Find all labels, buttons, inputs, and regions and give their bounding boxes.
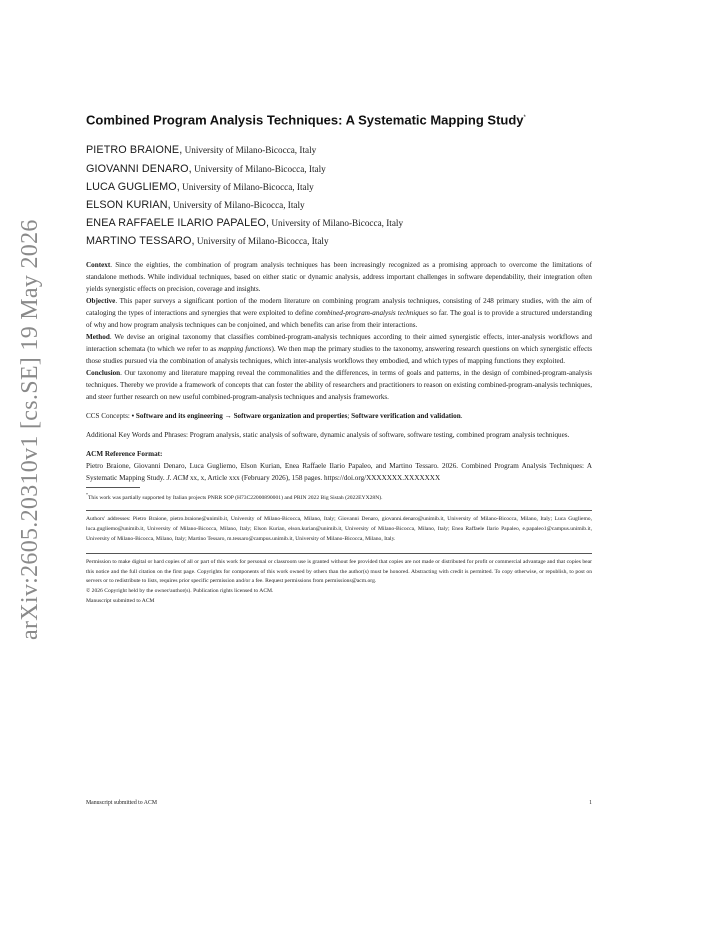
acm-reference-citation-cont: xx, x, Article xxx (February 2026), 158 pages. https://doi.org/XXXXXXX.XXXXXXX bbox=[188, 473, 441, 482]
objective-text: . This paper surveys a significant portion of the modern literature on combining program analysis techniques, consisting of 248 primary studies, with the aim of cataloging the types of interactions and synergies that were exploited to define bbox=[86, 296, 592, 317]
acm-reference-text bbox=[86, 460, 592, 484]
ccs-separator: ; bbox=[347, 411, 352, 420]
page-number: 1 bbox=[589, 800, 592, 806]
abstract-context bbox=[86, 259, 592, 295]
paper-content bbox=[86, 110, 592, 606]
author-name: LUCA GUGLIEMO, bbox=[86, 180, 180, 193]
title-footnote-mark: * bbox=[523, 115, 526, 121]
abstract-objective bbox=[86, 295, 592, 331]
author-affiliation: University of Milano-Bicocca, Italy bbox=[184, 145, 317, 156]
method-text: . We devise an original taxonomy that classifies combined-program-analysis techniques according to their aimed synergistic effects, inter-analysis workflows and interaction schemata (to which we refer to as bbox=[86, 332, 592, 353]
footnote-rule bbox=[86, 487, 140, 488]
method-text-cont: ). We then map the primary studies to the taxonomy, answering research questions on which synergistic effects those studies pursued via the combination of analysis techniques, which inter-analysis workflows they embodied, and which types of mapping functions they exploited. bbox=[86, 344, 592, 365]
conclusion-text: . Our taxonomy and literature mapping reveal the commonalities and the differences, in terms of goals and patterns, in the design of combined-program-analysis techniques. Thereby we provide a framework of concepts that can foster the ability of researchers and practitioners to reason on existing combined-program-analysis techniques, and steer further research on new useful combined-program-analysis techniques and analysis frameworks. bbox=[86, 368, 592, 401]
acm-reference-journal: J. ACM bbox=[166, 473, 189, 482]
permission-text: Permission to make digital or hard copies of all or part of this work for personal or classroom use is granted without fee provided that copies are not made or distributed for profit or commercial advantage and that copies bear this notice and the full citation on the first page. Copyrights for components of this work owned by others than the author(s) must be honored. Abstracting with credit is permitted. To copy otherwise, or republish, to post on servers or to redistribute to lists, requires prior specific permission and/or a fee. Request permissions from permissions@acm.org. bbox=[86, 559, 592, 585]
objective-text-cont: so far. The goal is to provide a structured understanding of why and how program analysis techniques can be conjoined, and which benefits can arise from their interactions. bbox=[86, 308, 593, 329]
acm-reference-heading: ACM Reference Format: bbox=[86, 449, 163, 458]
keywords: Additional Key Words and Phrases: Program analysis, static analysis of software, dynamic analysis of software, software testing, combined program analysis techniques. bbox=[86, 430, 570, 439]
funding-footnote bbox=[86, 490, 592, 503]
conclusion-label: Conclusion bbox=[86, 368, 121, 377]
objective-label: Objective bbox=[86, 296, 116, 305]
copyright-line: © 2026 Copyright held by the owner/author(s). Publication rights licensed to ACM. bbox=[86, 587, 274, 594]
context-label: Context bbox=[86, 260, 111, 269]
arxiv-identifier-stamp: arXiv:2605.20310v1 [cs.SE] 19 May 2026 bbox=[17, 219, 43, 640]
paper-title bbox=[86, 110, 592, 128]
acm-reference-format bbox=[86, 448, 592, 484]
author-entry bbox=[86, 160, 592, 178]
paper-title-text: Combined Program Analysis Techniques: A Systematic Mapping Study bbox=[86, 112, 524, 128]
author-affiliation: University of Milano-Bicocca, Italy bbox=[194, 163, 326, 174]
author-entry bbox=[86, 178, 592, 196]
author-name: PIETRO BRAIONE, bbox=[86, 144, 183, 157]
author-list bbox=[86, 141, 592, 250]
footnote-mark: * bbox=[86, 491, 88, 497]
author-affiliation: University of Milano-Bicocca, Italy bbox=[182, 181, 314, 192]
ccs-end: . bbox=[460, 411, 463, 420]
context-text: . Since the eighties, the combination of program analysis techniques has been increasingly recognized as a promising approach to overcome the limitations of standalone methods. While individual techniques, based on either static or dynamic analysis, address important challenges in software dependability, their integration often yields synergistic effects on precision, coverage and insights. bbox=[86, 260, 592, 293]
authors-addresses: Authors' addresses: Pietro Braione, pietro.braione@unimib.it, University of Milano-Bicocca, Milano, Italy; Giovanni Denaro, giovanni.denaro@unimib.it, University of Milano-Bicocca, Milano, Italy; Luca Gugliemo, luca.gugliemo@unimib.it, University of Milano-Bicocca, Milano, Italy; Elson Kurian, elson.kurian@unimib.it, University of Milano-Bicocca, Milano, Italy; Enea Raffaele Ilario Papaleo, e.papaleo1@campus.unimib.it, University of Milano-Bicocca, Milano, Italy; Martino Tessaro, m.tessaro@campus.unimib.it, University of Milano-Bicocca, Milano, Italy. bbox=[86, 510, 592, 544]
footnote-text: This work was partially supported by Italian projects PNRR SOP (H73C22000890001) and PRIN 2022 Big Sistah (2022EYX28N). bbox=[88, 494, 383, 501]
author-name: ENEA RAFFAELE ILARIO PAPALEO, bbox=[86, 217, 270, 230]
footer-submitted-label: Manuscript submitted to ACM bbox=[86, 800, 158, 806]
submitted-note: Manuscript submitted to ACM bbox=[86, 597, 155, 604]
abstract-conclusion bbox=[86, 367, 592, 403]
method-emphasis: mapping functions bbox=[218, 344, 272, 353]
author-entry bbox=[86, 232, 592, 250]
acm-reference-citation: Pietro Braione, Giovanni Denaro, Luca Gugliemo, Elson Kurian, Enea Raffaele Ilario Papaleo, and Martino Tessaro. 2026. Combined Program Analysis Techniques: A Systematic Mapping Study. bbox=[86, 461, 592, 482]
ccs-label: CCS Concepts: bbox=[86, 411, 132, 420]
page-footer bbox=[86, 800, 592, 806]
ccs-item: Software verification and validation bbox=[351, 411, 461, 420]
permission-notice bbox=[86, 553, 592, 606]
author-name: GIOVANNI DENARO, bbox=[86, 162, 192, 175]
method-label: Method bbox=[86, 332, 110, 341]
author-affiliation: University of Milano-Bicocca, Italy bbox=[196, 236, 329, 247]
abstract bbox=[86, 259, 592, 403]
author-entry bbox=[86, 196, 592, 214]
abstract-method bbox=[86, 331, 592, 367]
author-entry bbox=[86, 214, 592, 232]
objective-emphasis: combined-program-analysis techniques bbox=[315, 308, 429, 317]
author-name: MARTINO TESSARO, bbox=[86, 235, 195, 248]
author-entry bbox=[86, 141, 592, 159]
author-affiliation: University of Milano-Bicocca, Italy bbox=[271, 218, 404, 229]
ccs-concepts bbox=[86, 410, 592, 422]
ccs-item: • Software and its engineering → Software organization and properties bbox=[131, 411, 348, 420]
author-affiliation: University of Milano-Bicocca, Italy bbox=[173, 199, 305, 210]
author-name: ELSON KURIAN, bbox=[86, 198, 171, 211]
